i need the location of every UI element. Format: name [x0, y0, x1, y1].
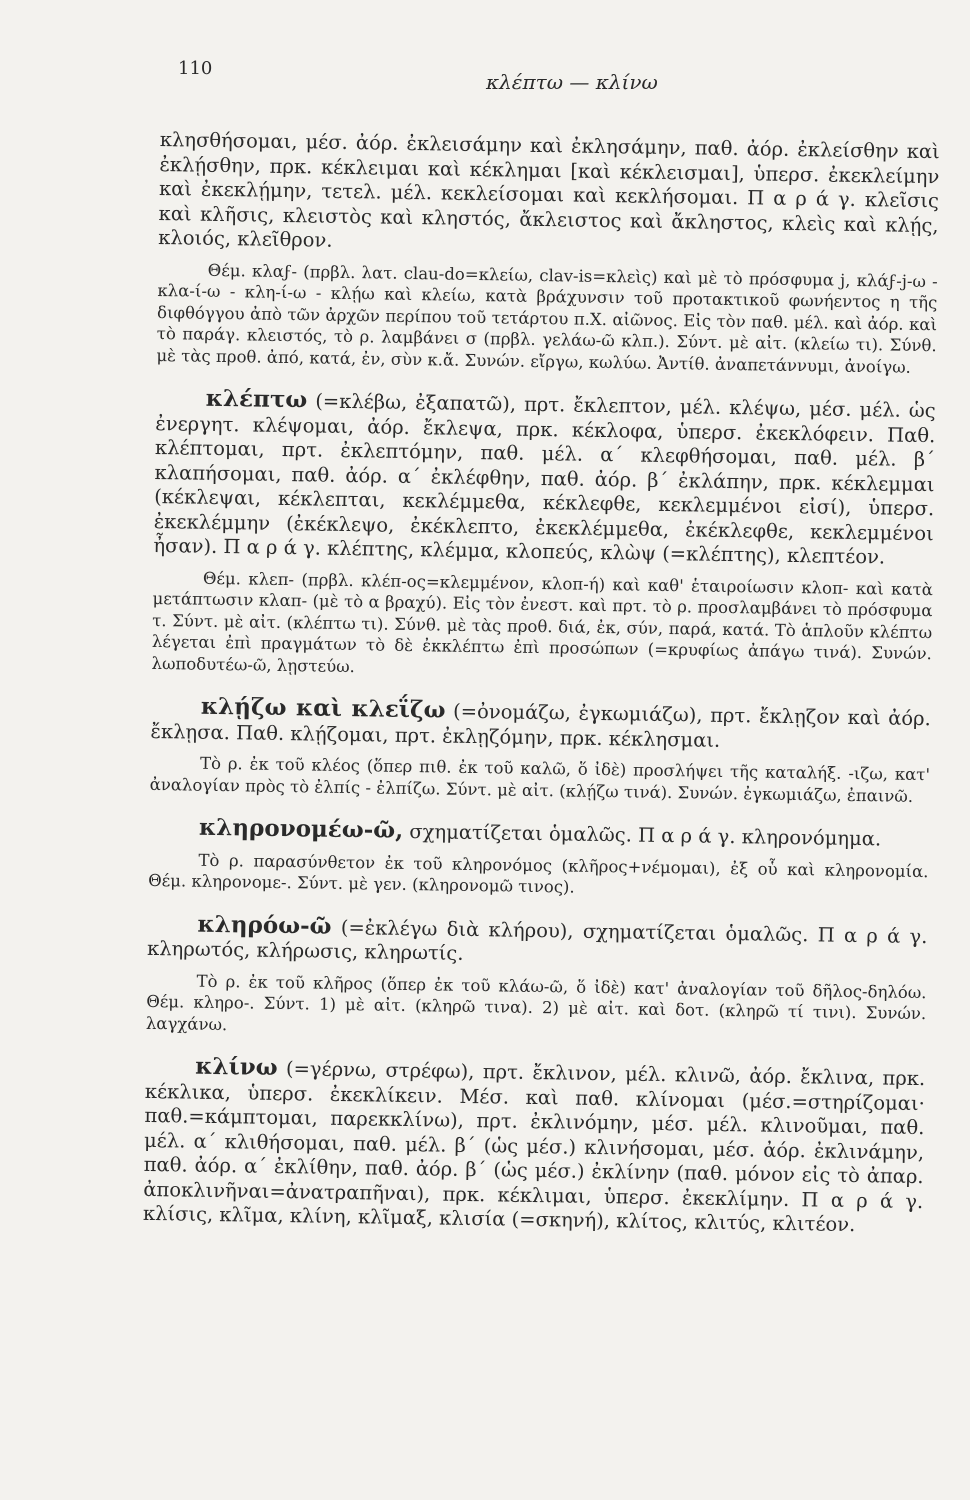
entry-continuation-klеio: κλησθήσομαι, μέσ. ἀόρ. ἐκλεισάμην καὶ ἐκλησάμην, παθ. ἀόρ. ἐκλείσθην καὶ ἐκλῄσθην, πρκ. κέκλειμαι καὶ κέκλημαι [καὶ κέκλεισμαι], ὑπερσ. ἐκεκλείμην καὶ ἐκεκλῄμην, τετελ. μέλ. κεκλείσομαι καὶ κεκλήσομαι. Π α ρ ά γ. κλεῖσις καὶ κλῆσις, κλειστὸς καὶ κληστός, ἄκλειστος καὶ ἄκληστος, κλεὶς καὶ κλῄς, κλοιός, κλεῖθρον. [158, 128, 940, 252]
entry-kleroo: κληρόω-ῶ (=ἐκλέγω διὰ κλήρου), σχηματίζεται ὁμαλῶς. Π α ρ ά γ. κληρωτός, κλήρωσις, κληρωτίς. [146, 910, 928, 965]
page-number: 110 [178, 58, 213, 79]
entry-klepto: κλέπτω (=κλέβω, ἐξαπατῶ), πρτ. ἔκλεπτον, μέλ. κλέψω, μέσ. μέλ. ὡς ἐνεργητ. κλέψομαι, ἀόρ. ἔκλεψα, πρκ. κέκλοφα, ὑπερσ. ἐκεκλόφειν. Παθ. κλέπτομαι, πρτ. ἐκλεπτόμην, παθ. μέλ. α΄ κλεφθήσομαι, παθ. μέλ. β΄ κλαπήσομαι, παθ. ἀόρ. α΄ ἐκλέφθην, παθ. ἀόρ. β΄ ἐκλάπην, πρκ. κέκλεμμαι (κέκλεψαι, κέκλεπται, κεκλέμμεθα, κέκλεφθε, κεκλεμμένοι εἰσί), ὑπερσ. ἐκεκλέμμην (ἐκέκλεψο, ἐκέκλεπτο, ἐκεκλέμμεθα, ἐκέκλεφθε, κεκλεμμένοι ἦσαν). Π α ρ ά γ. κλέπτης, κλέμμα, κλοπεύς, κλὼψ (=κλέπτης), κλεπτέον. [153, 384, 936, 569]
lemma: κλῄζω καὶ κλεΐζω [200, 692, 446, 724]
etymology-note: Θέμ. κλαϝ- (πρβλ. λατ. clau-do=κλείω, clav-is=κλεὶς) καὶ μὲ τὸ πρόσφυμα j, κλάϝ-j-ω - κλα-ί-ω - κλη-ί-ω - κλῄω καὶ κλείω, κατὰ βράχυνσιν τοῦ προτακτικοῦ φωνήεντος η τῆς διφθόγγου ἀπὸ τῶν ἀρχῶν περίπου τοῦ τετάρτου π.Χ. αἰῶνος. Εἰς τὸν παθ. μέλ. καὶ ἀόρ. καὶ τὸ παράγ. κλειστός, τὸ ρ. λαμβάνει σ (πρβλ. γελάω-ῶ κλπ.). Σύντ. μὲ αἰτ. (κλείω τι). Σύνθ. μὲ τὰς προθ. ἀπό, κατά, ἐν, σὺν κ.ἄ. Συνών. εἴργω, κωλύω. Ἀντίθ. ἀναπετάννυμι, ἀνοίγω. [156, 260, 938, 377]
running-head: κλέπτω — κλίνω [486, 70, 658, 94]
entry-klino: κλίνω (=γέρνω, στρέφω), πρτ. ἔκλινον, μέλ. κλινῶ, ἀόρ. ἔκλινα, πρκ. κέκλικα, ὑπερσ. ἐκεκλίκειν. Μέσ. καὶ παθ. κλίνομαι (μέσ.=στηρίζομαι· παθ.=κάμπτομαι, παρεκκλίνω), πρτ. ἐκλινόμην, μέσ. μέλ. κλινοῦμαι, παθ. μέλ. α΄ κλιθήσομαι, παθ. μέλ. β΄ (ὡς μέσ.) κλινήσομαι, μέσ. ἀόρ. ἐκλινάμην, παθ. ἀόρ. α΄ ἐκλίθην, παθ. ἀόρ. β΄ (ὡς μέσ.) ἐκλίνην (παθ. μόνον εἰς τὸ ἀπαρ. ἀποκλινῆναι=ἀνατραπῆναι), πρκ. κέκλιμαι, ὑπερσ. ἐκεκλίμην. Π α ρ ά γ. κλίσις, κλῖμα, κλίνη, κλῖμαξ, κλισία (=σκηνή), κλίτος, κλιτύς, κλιτέον. [142, 1052, 926, 1237]
etymology-note: Τὸ ρ. ἐκ τοῦ κλέος (ὅπερ πιθ. ἐκ τοῦ καλῶ, ὅ ἰδὲ) προσλήψει τῆς καταλήξ. -ιζω, κατ' ἀναλογίαν πρὸς τὸ ἐλπίς - ἐλπίζω. Σύντ. μὲ αἰτ. (κλῄζω τινά). Συνών. ἐγκωμιάζω, ἐπαινῶ. [149, 753, 931, 806]
lemma: κληρόω-ῶ [197, 910, 332, 940]
lemma: κλέπτω [205, 384, 308, 414]
etymology-note: Τὸ ρ. παρασύνθετον ἐκ τοῦ κληρονόμος (κλῆρος+νέμομαι), ἐξ οὗ καὶ κληρονομία. Θέμ. κληρονομε-. Σύντ. μὲ γεν. (κληρονομῶ τινος). [148, 850, 929, 897]
etymology-note: Τὸ ρ. ἐκ τοῦ κλῆρος (ὅπερ ἐκ τοῦ κλάω-ῶ, ὅ ἰδὲ) κατ' ἀναλογίαν τοῦ δῆλος-δηλόω. Θέμ. κληρο-. Σύντ. 1) μὲ αἰτ. (κληρῶ τινα). 2) μὲ αἰτ. καὶ δοτ. (κληρῶ τί τινι). Συνών. λαγχάνω. [145, 971, 927, 1034]
etymology-note: Θέμ. κλεπ- (πρβλ. κλέπ-ος=κλεμμένον, κλοπ-ή) καὶ καθ' ἑταιροίωσιν κλοπ- καὶ κατὰ μετάπτωσιν κλαπ- (μὲ τὸ α βραχύ). Εἰς τὸν ἐνεστ. καὶ πρτ. τὸ ρ. προσλαμβάνει τὸ πρόσφυμα τ. Σύντ. μὲ αἰτ. (κλέπτω τι). Σύνθ. μὲ τὰς προθ. διά, ἐκ, σύν, παρά, κατά. Τὸ ἁπλοῦν κλέπτω λέγεται ἐπὶ πραγμάτων τὸ δὲ ἐκκλέπτω ἐπὶ προσώπων (=κρυφίως ἀπάγω τινά). Συνών. λωποδυτέω-ῶ, λῃστεύω. [151, 568, 934, 676]
entry-kleronomeo: κληρονομέω-ῶ, σχηματίζεται ὁμαλῶς. Π α ρ ά γ. κληρονόμημα. [198, 813, 882, 851]
entry-klezo: κλῄζω καὶ κλεΐζω (=ὀνομάζω, ἐγκωμιάζω), πρτ. ἔκλῃζον καὶ ἀόρ. ἔκλῃσα. Παθ. κλῄζομαι, πρτ. ἐκλῃζόμην, πρκ. κέκλησμαι. [150, 692, 931, 752]
page-body [143, 128, 940, 1239]
lemma: κληρονομέω-ῶ, [198, 813, 404, 844]
lemma: κλίνω [195, 1052, 278, 1081]
